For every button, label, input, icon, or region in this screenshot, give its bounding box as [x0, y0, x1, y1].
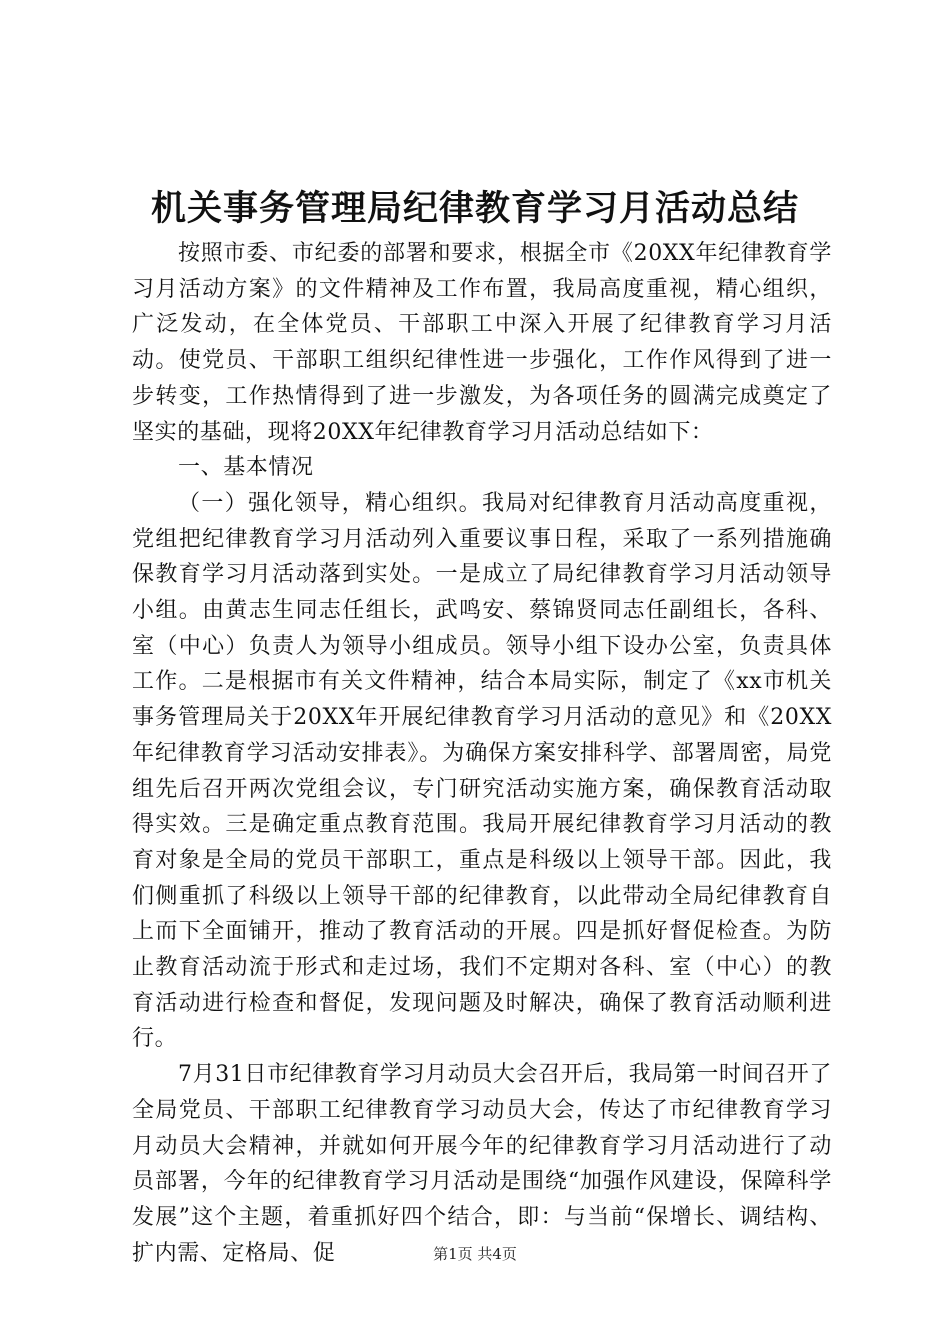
- page-footer: 第1页 共4页: [433, 1245, 517, 1263]
- document-title: 机关事务管理局纪律教育学习月活动总结: [150, 188, 799, 229]
- document-body: [132, 236, 832, 1271]
- mobilization-paragraph: 7月31日市纪律教育学习月动员大会召开后，我局第一时间召开了全局党员、干部职工纪律教育学习动员大会，传达了市纪律教育学习月动员大会精神，并就如何开展今年的纪律教育学习月活动进行了动员部署，今年的纪律教育学习月活动是围绕“加强作风建设，保障科学发展”这个主题，着重抓好四个结合，即：与当前“保增长、调结构、扩内需、定格局、促: [132, 1062, 832, 1266]
- leadership-paragraph: （一）强化领导，精心组织。我局对纪律教育月活动高度重视，党组把纪律教育学习月活动列入重要议事日程，采取了一系列措施确保教育学习月活动落到实处。一是成立了局纪律教育学习月活动领导小组。由黄志生同志任组长，武鸣安、蔡锦贤同志任副组长，各科、室（中心）负责人为领导小组成员。领导小组下设办公室，负责具体工作。二是根据市有关文件精神，结合本局实际，制定了《xx市机关事务管理局关于20XX年开展纪律教育学习月活动的意见》和《20XX年纪律教育学习活动安排表》。为确保方案安排科学、部署周密，局党组先后召开两次党组会议，专门研究活动实施方案，确保教育活动取得实效。三是确定重点教育范围。我局开展纪律教育学习月活动的教育对象是全局的党员干部职工，重点是科级以上领导干部。因此，我们侧重抓了科级以上领导干部的纪律教育，以此带动全局纪律教育自上而下全面铺开，推动了教育活动的开展。四是抓好督促检查。为防止教育活动流于形式和走过场，我们不定期对各科、室（中心）的教育活动进行检查和督促，发现问题及时解决，确保了教育活动顺利进行。: [132, 490, 832, 1052]
- section-heading-basic-situation: 一、基本情况: [178, 455, 314, 481]
- intro-paragraph: 按照市委、市纪委的部署和要求，根据全市《20XX年纪律教育学习月活动方案》的文件精神及工作布置，我局高度重视，精心组织，广泛发动，在全体党员、干部职工中深入开展了纪律教育学习月活动。使党员、干部职工组织纪律性进一步强化，工作作风得到了进一步转变，工作热情得到了进一步激发，为各项任务的圆满完成奠定了坚实的基础，现将20XX年纪律教育学习月活动总结如下：: [132, 241, 832, 445]
